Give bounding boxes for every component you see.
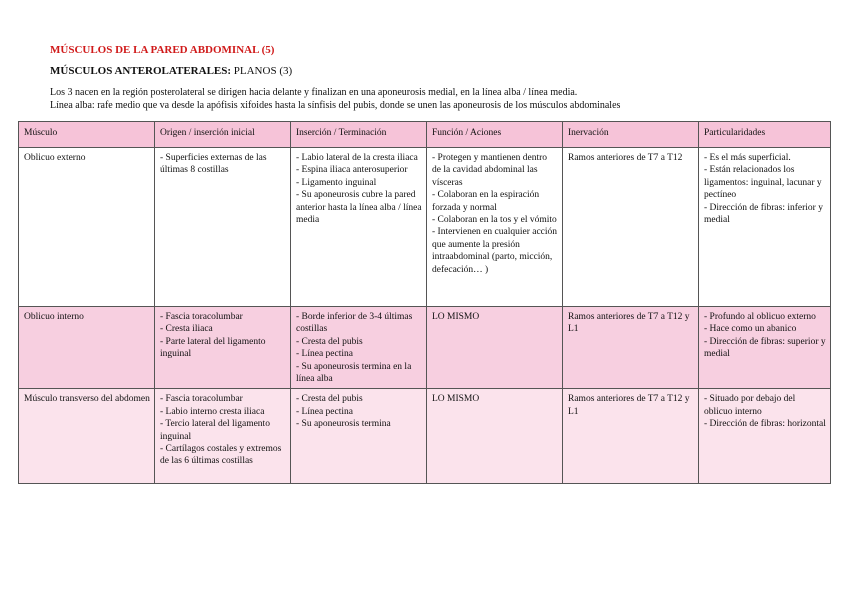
cell-line: - Cresta iliaca: [160, 324, 213, 335]
cell-musculo: [19, 307, 155, 389]
cell-line: - Dirección de fibras: inferior y medial: [704, 202, 823, 226]
cell-line: - Su aponeurosis cubre la pared anterior hasta la línea alba / línea media: [296, 190, 422, 226]
header-insercion: Inserción / Terminación: [291, 122, 427, 148]
cell-line: - Están relacionados los ligamentos: inguinal, lacunar y pectíneo: [704, 165, 822, 201]
cell-funcion: [427, 307, 563, 389]
table-row: [19, 307, 831, 389]
cell-inervacion: [563, 389, 699, 484]
cell-line: - Cresta del pubis: [296, 336, 363, 347]
table-row: [19, 148, 831, 307]
cell-line: - Fascia toracolumbar: [160, 394, 243, 405]
cell-line: - Colaboran en la espiración forzada y normal: [432, 190, 540, 213]
cell-line: - Profundo al oblicuo externo: [704, 312, 816, 322]
cell-line: - Espina iliaca anterosuperior: [296, 165, 408, 176]
table-header-row: [19, 122, 831, 148]
cell-line: Ramos anteriores de T7 a T12 y L1: [568, 312, 690, 335]
cell-line: - Situado por debajo del oblicuo interno: [704, 394, 796, 417]
cell-insercion: [291, 148, 427, 307]
intro-text: [50, 86, 620, 112]
cell-particularidades: [699, 389, 831, 484]
intro-line: Los 3 nacen en la región posterolateral se dirigen hacia delante y finalizan en una aponeurosis medial, en la línea alba / línea media.: [50, 87, 578, 98]
cell-line: - Su aponeurosis termina en la línea alba: [296, 361, 412, 385]
cell-line: Ramos anteriores de T7 a T12 y L1: [568, 394, 690, 417]
cell-line: - Dirección de fibras: horizontal: [704, 419, 826, 430]
cell-funcion: [427, 389, 563, 484]
cell-line: - Protegen y mantienen dentro de la cavidad abdominal las vísceras: [432, 153, 548, 188]
table-row: [19, 389, 831, 484]
header-particularidades: Particularidades: [699, 122, 831, 148]
cell-line: - Superficies externas de las últimas 8 costillas: [160, 153, 267, 176]
cell-inervacion: [563, 148, 699, 307]
cell-particularidades: [699, 148, 831, 307]
cell-line: - Es el más superficial.: [704, 153, 791, 163]
cell-line: - Labio lateral de la cresta iliaca: [296, 153, 418, 163]
section-subtitle: [50, 65, 292, 77]
cell-line: - Fascia toracolumbar: [160, 312, 243, 322]
cell-line: - Línea pectina: [296, 349, 353, 360]
cell-line: - Tercio lateral del ligamento inguinal: [160, 419, 270, 442]
cell-line: - Dirección de fibras: superior y medial: [704, 336, 826, 360]
subtitle-bold: MÚSCULOS ANTEROLATERALES:: [50, 65, 232, 77]
cell-musculo: [19, 148, 155, 307]
cell-line: - Borde inferior de 3-4 últimas costillas: [296, 312, 413, 335]
cell-line: LO MISMO: [432, 394, 480, 405]
cell-line: - Su aponeurosis termina: [296, 419, 391, 430]
cell-particularidades: [699, 307, 831, 389]
cell-line: LO MISMO: [432, 312, 480, 322]
header-musculo: Músculo: [19, 122, 155, 148]
page-title: MÚSCULOS DE LA PARED ABDOMINAL (5): [50, 44, 275, 56]
subtitle-rest: PLANOS (3): [231, 65, 293, 77]
cell-line: Oblicuo interno: [24, 312, 84, 322]
header-funcion: Función / Aciones: [427, 122, 563, 148]
cell-line: - Labio interno cresta iliaca: [160, 406, 265, 417]
cell-line: Oblicuo externo: [24, 153, 86, 163]
cell-line: - Línea pectina: [296, 406, 353, 417]
cell-line: - Parte lateral del ligamento inguinal: [160, 336, 266, 360]
cell-line: - Intervienen en cualquier acción que aumente la presión intraabdominal (parto, micción, defecación… ): [432, 227, 558, 275]
cell-line: - Colaboran en la tos y el vómito: [432, 215, 557, 226]
cell-line: - Cartílagos costales y extremos de las 6 últimas costillas: [160, 444, 282, 467]
cell-line: Ramos anteriores de T7 a T12: [568, 153, 683, 163]
cell-line: - Hace como un abanico: [704, 324, 797, 335]
header-inervacion: Inervación: [563, 122, 699, 148]
cell-inervacion: [563, 307, 699, 389]
cell-origen: [155, 389, 291, 484]
cell-funcion: [427, 148, 563, 307]
cell-origen: [155, 148, 291, 307]
intro-line: Línea alba: rafe medio que va desde la apófisis xifoides hasta la sínfisis del pubis, donde se unen las aponeurosis de los músculos abdominales: [50, 100, 621, 111]
cell-line: - Cresta del pubis: [296, 394, 363, 405]
header-origen: Origen / inserción inicial: [155, 122, 291, 148]
cell-line: - Ligamento inguinal: [296, 177, 377, 188]
cell-origen: [155, 307, 291, 389]
cell-musculo: [19, 389, 155, 484]
cell-insercion: [291, 389, 427, 484]
cell-insercion: [291, 307, 427, 389]
cell-line: Músculo transverso del abdomen: [24, 394, 150, 405]
muscles-table: [18, 121, 831, 484]
